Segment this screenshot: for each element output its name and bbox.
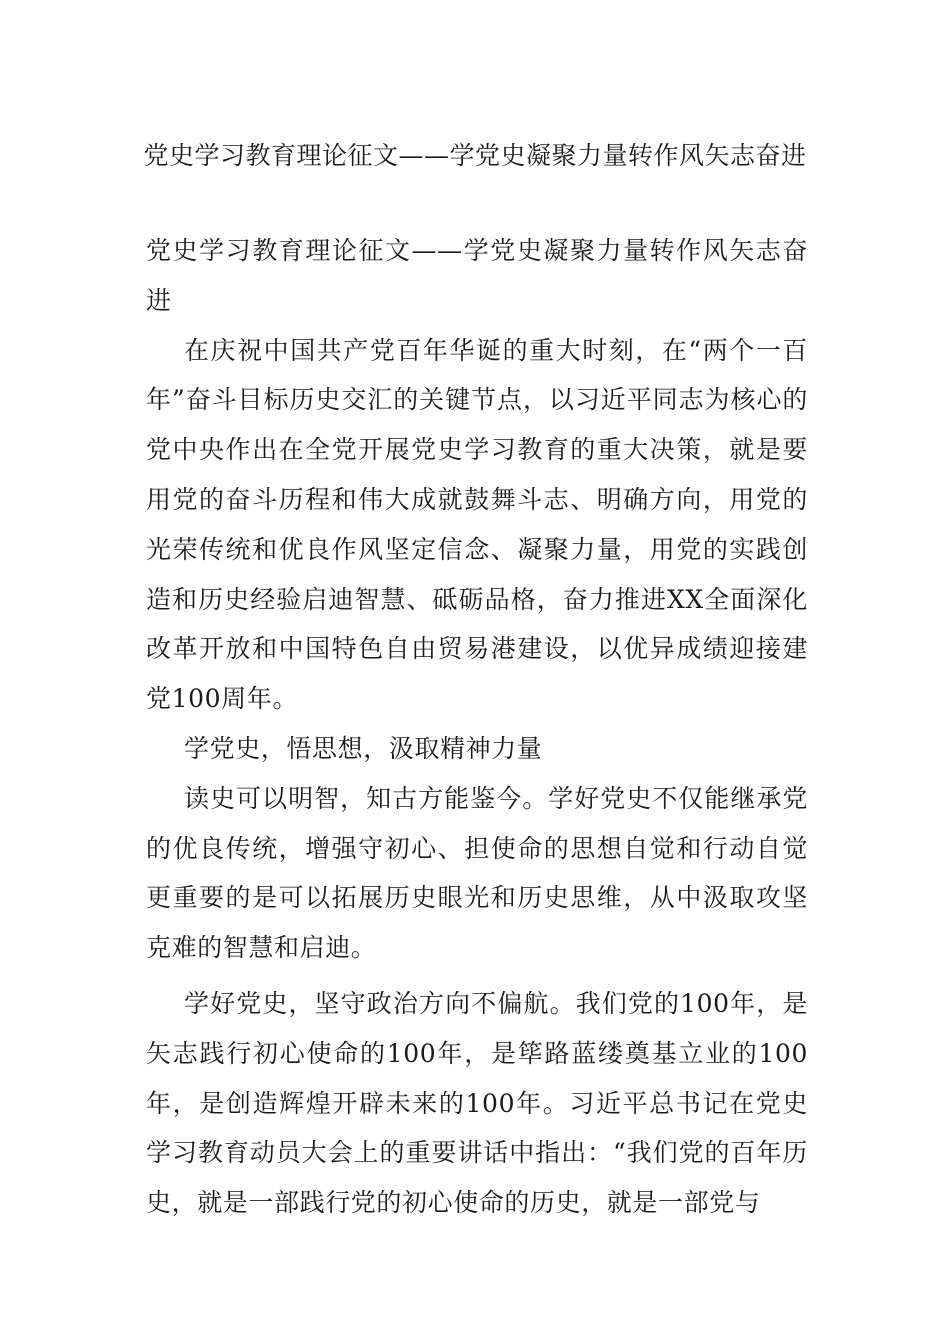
paragraph-political-direction: 学好党史，坚守政治方向不偏航。我们党的100年，是矢志践行初心使命的100年，是筚路蓝缕奠基立业的100年，是创造辉煌开辟未来的100年。习近平总书记在党史学习教育动员大会上的重要讲话中指出：“我们党的百年历史，就是一部践行党的初心使命的历史，就是一部党与 bbox=[146, 988, 808, 1218]
paragraph-reading-history: 读史可以明智，知古方能鉴今。学好党史不仅能继承党的优良传统，增强守初心、担使命的思想自觉和行动自觉更重要的是可以拓展历史眼光和历史思维，从中汲取攻坚克难的智慧和启迪。 bbox=[146, 783, 808, 963]
document-title: 党史学习教育理论征文——学党史凝聚力量转作风矢志奋进 bbox=[143, 141, 807, 170]
paragraph-repeated-title: 党史学习教育理论征文——学党史凝聚力量转作风矢志奋进 bbox=[146, 236, 808, 315]
document-body bbox=[146, 226, 808, 1228]
section-heading: 学党史，悟思想，汲取精神力量 bbox=[184, 733, 543, 763]
paragraph-intro: 在庆祝中国共产党百年华诞的重大时刻，在“两个一百年”奋斗目标历史交汇的关键节点，以习近平同志为核心的党中央作出在全党开展党史学习教育的重大决策，就是要用党的奋斗历程和伟大成就鼓舞斗志、明确方向，用党的光荣传统和优良作风坚定信念、凝聚力量，用党的实践创造和历史经验启迪智慧、砥砺品格，奋力推进XX全面深化改革开放和中国特色自由贸易港建设，以优异成绩迎接建党100周年。 bbox=[146, 335, 808, 714]
